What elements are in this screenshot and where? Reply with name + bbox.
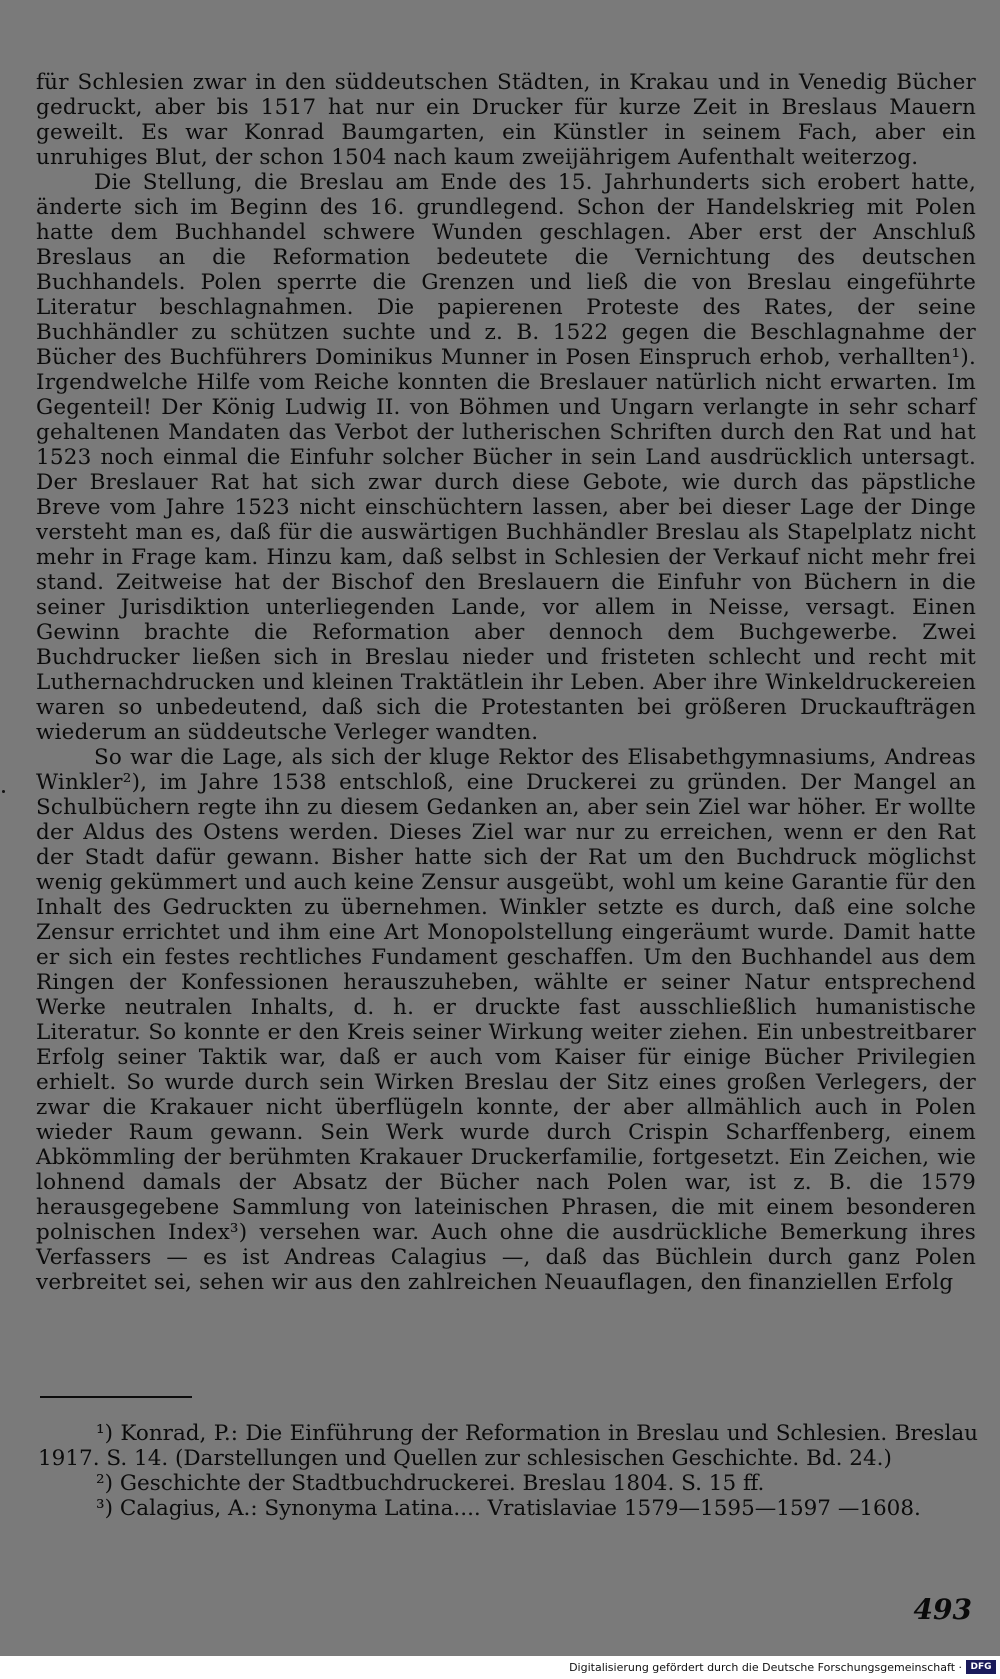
dfg-logo: DFG	[966, 1660, 996, 1674]
footnote-3: ³) Calagius, A.: Synonyma Latina.... Vratislaviae 1579—1595—1597 —1608.	[96, 1496, 921, 1521]
margin-speck	[2, 790, 5, 793]
footnote-1: ¹) Konrad, P.: Die Einführung der Reformation in Breslau und Schlesien. Breslau 1917. S. 14. (Darstellungen und Quellen zur schlesischen Geschichte. Bd. 24.)	[38, 1421, 978, 1471]
digitization-footer	[0, 1656, 1000, 1679]
paragraph-continuation: für Schlesien zwar in den süddeutschen Städten, in Krakau und in Venedig Bücher gedruckt, aber bis 1517 hat nur ein Drucker für kurze Zeit in Breslaus Mauern geweilt. Es war Konrad Baumgarten, ein Künstler in seinem Fach, aber ein unruhiges Blut, der schon 1504 nach kaum zweijährigem Aufenthalt weiterzog.	[36, 70, 976, 170]
funding-credit: Digitalisierung gefördert durch die Deutsche Forschungsgemeinschaft ·	[569, 1661, 962, 1674]
footnotes	[38, 1421, 978, 1521]
paragraph: Die Stellung, die Breslau am Ende des 15. Jahrhunderts sich erobert hatte, änderte sich im Beginn des 16. grundlegend. Schon der Handelskrieg mit Polen hatte dem Buchhandel schwere Wunden geschlagen. Aber erst der Anschluß Breslaus an die Reformation bedeutete die Vernichtung des deutschen Buchhandels. Polen sperrte die Grenzen und ließ die von Breslau eingeführte Literatur beschlagnahmen. Die papierenen Proteste des Rates, der seine Buchhändler zu schützen suchte und z. B. 1522 gegen die Beschlagnahme der Bücher des Buchführers Dominikus Munner in Posen Einspruch erhob, verhallten¹). Irgendwelche Hilfe vom Reiche konnten die Breslauer natürlich nicht erwarten. Im Gegenteil! Der König Ludwig II. von Böhmen und Ungarn verlangte in sehr scharf gehaltenen Mandaten das Verbot der lutherischen Schriften durch den Rat und hat 1523 noch einmal die Einfuhr solcher Bücher in sein Land ausdrücklich untersagt. Der Breslauer Rat hat sich zwar durch diese Gebote, wie durch das päpstliche Breve vom Jahre 1523 nicht einschüchtern lassen, aber bei dieser Lage der Dinge versteht man es, daß für die auswärtigen Buchhändler Breslau als Stapelplatz nicht mehr in Frage kam. Hinzu kam, daß selbst in Schlesien der Verkauf nicht mehr frei stand. Zeitweise hat der Bischof den Breslauern die Einfuhr von Büchern in die seiner Jurisdiktion unterliegenden Lande, vor allem in Neisse, versagt. Einen Gewinn brachte die Reformation aber dennoch dem Buchgewerbe. Zwei Buchdrucker ließen sich in Breslau nieder und fristeten schlecht und recht mit Luthernachdrucken und kleinen Traktätlein ihr Leben. Aber ihre Winkeldruckereien waren so unbedeutend, daß sich die Protestanten bei größeren Druckaufträgen wiederum an süddeutsche Verleger wandten.	[36, 170, 976, 745]
footnote-2: ²) Geschichte der Stadtbuchdruckerei. Breslau 1804. S. 15 ff.	[96, 1471, 765, 1496]
paragraph: So war die Lage, als sich der kluge Rektor des Elisabethgymnasiums, Andreas Winkler²), im Jahre 1538 entschloß, eine Druckerei zu gründen. Der Mangel an Schulbüchern regte ihn zu diesem Gedanken an, aber sein Ziel war höher. Er wollte der Aldus des Ostens werden. Dieses Ziel war nur zu erreichen, wenn er den Rat der Stadt dafür gewann. Bisher hatte sich der Rat um den Buchdruck möglichst wenig gekümmert und auch keine Zensur ausgeübt, wohl um keine Garantie für den Inhalt des Gedruckten zu übernehmen. Winkler setzte es durch, daß eine solche Zensur errichtet und ihm eine Art Monopolstellung eingeräumt wurde. Damit hatte er sich ein festes rechtliches Fundament geschaffen. Um den Buchhandel aus dem Ringen der Konfessionen herauszuheben, wählte er seiner Natur entsprechend Werke neutralen Inhalts, d. h. er druckte fast ausschließlich humanistische Literatur. So konnte er den Kreis seiner Wirkung weiter ziehen. Ein unbestreitbarer Erfolg seiner Taktik war, daß er auch vom Kaiser für einige Bücher Privilegien erhielt. So wurde durch sein Wirken Breslau der Sitz eines großen Verlegers, der zwar die Krakauer nicht überflügeln konnte, der aber allmählich auch in Polen wieder Raum gewann. Sein Werk wurde durch Crispin Scharffenberg, einem Abkömmling der berühmten Krakauer Druckerfamilie, fortgesetzt. Ein Zeichen, wie lohnend damals der Absatz der Bücher nach Polen war, ist z. B. die 1579 herausgegebene Sammlung von lateinischen Phrasen, die mit einem besonderen polnischen Index³) versehen war. Auch ohne die ausdrückliche Bemerkung ihres Verfassers — es ist Andreas Calagius —, daß das Büchlein durch ganz Polen verbreitet sei, sehen wir aus den zahlreichen Neuauflagen, den finanziellen Erfolg	[36, 745, 976, 1295]
page-number: 493	[913, 1593, 972, 1626]
footnote-separator	[40, 1396, 192, 1398]
main-text	[36, 70, 976, 1295]
